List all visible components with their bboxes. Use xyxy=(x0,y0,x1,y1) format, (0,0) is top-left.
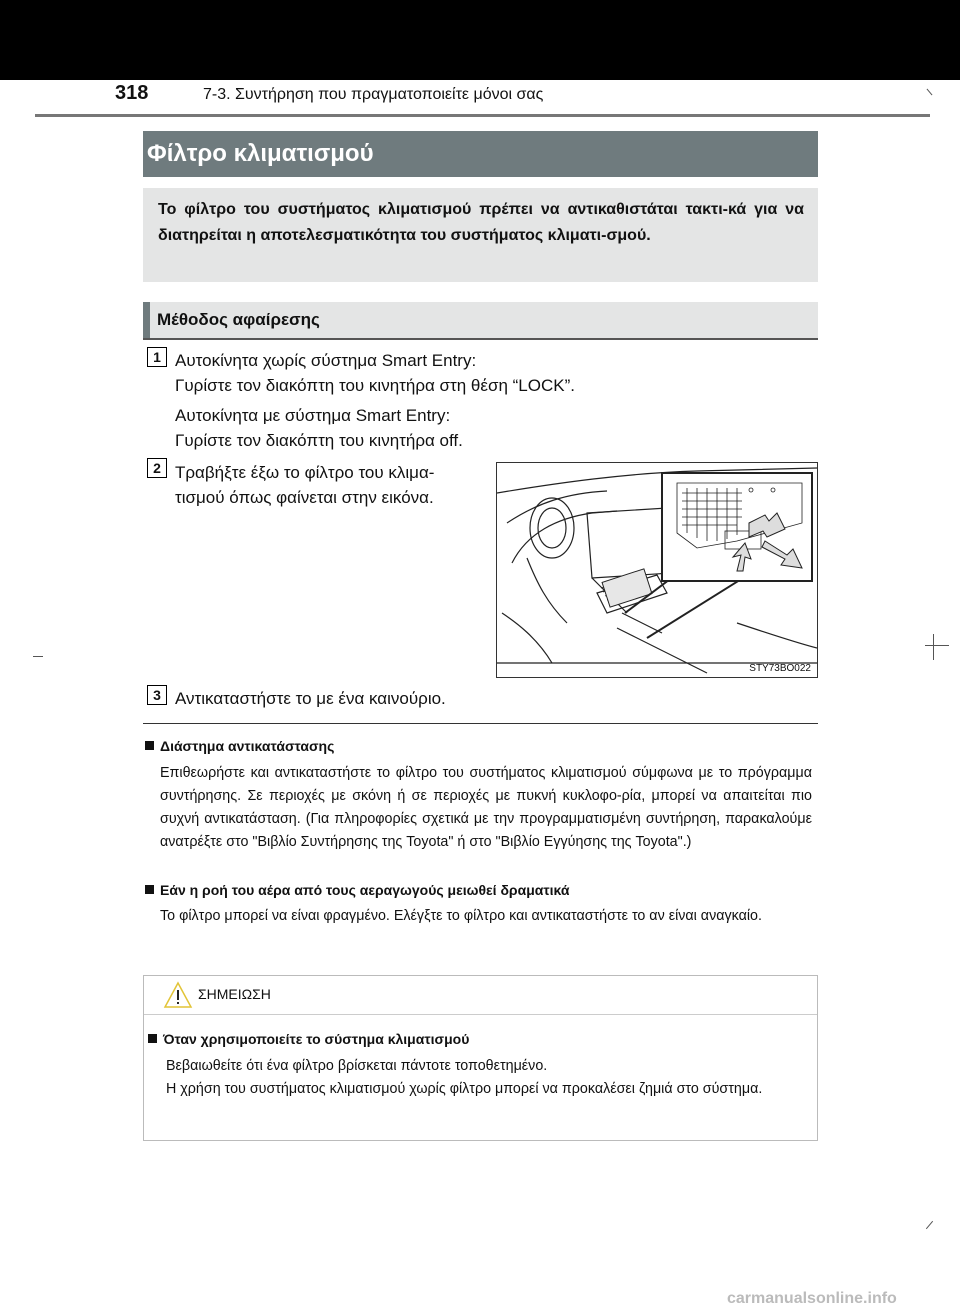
intro-text: Το φίλτρο του συστήματος κλιματισμού πρέπει να αντικαθιστάται τακτι-κά για να διατηρείται η αποτελεσματικότητα του συστήματος κλιματι-σμού. xyxy=(143,188,818,282)
notice-title: ΣΗΜΕΙΩΣΗ xyxy=(198,986,271,1002)
crop-mark xyxy=(925,645,949,646)
figure-caption: STY73BO022 xyxy=(749,663,811,674)
crop-mark xyxy=(926,1221,933,1229)
step-number: 1 xyxy=(147,347,167,367)
bullet-heading: Διάστημα αντικατάστασης xyxy=(145,738,334,754)
bullet-heading: Εάν η ροή του αέρα από τους αεραγωγούς μειωθεί δραματικά xyxy=(145,882,569,898)
bullet-paragraph: Επιθεωρήστε και αντικαταστήστε το φίλτρο του συστήματος κλιματισμού σύμφωνα με το πρόγραμμα συντήρησης. Σε περιοχές με σκόνη ή σε περιοχές με πυκνή κυκλοφο-ρία, μπορεί να απαιτείται πιο συχνή αντικατάσταση. (Για πληροφορίες σχετικά με την προγραμματισμένη συντήρηση, παρακαλούμε ανατρέξτε στο "Βιβλίο Συντήρησης της Toyota" ή στο "Βιβλίο Εγγύησης της Toyota".) xyxy=(160,765,812,850)
section-separator xyxy=(143,723,818,724)
filter-removal-illustration xyxy=(496,462,818,678)
section-breadcrumb: 7-3. Συντήρηση που πραγματοποιείτε μόνοι σας xyxy=(203,86,544,103)
crop-mark xyxy=(933,634,934,660)
step-1-line: Αυτοκίνητα με σύστημα Smart Entry: xyxy=(175,406,451,425)
step-number: 2 xyxy=(147,458,167,478)
crop-mark xyxy=(33,656,43,657)
page-title: Φίλτρο κλιματισμού xyxy=(143,131,818,177)
step-2-line: τισμού όπως φαίνεται στην εικόνα. xyxy=(175,488,434,507)
step-1-line: Γυρίστε τον διακόπτη του κινητήρα off. xyxy=(175,431,463,450)
square-bullet-icon xyxy=(145,885,154,894)
step-1-line: Γυρίστε τον διακόπτη του κινητήρα στη θέση “LOCK”. xyxy=(175,376,575,395)
square-bullet-icon xyxy=(148,1034,157,1043)
step-1-line: Αυτοκίνητα χωρίς σύστημα Smart Entry: xyxy=(175,351,477,370)
subsection-rule xyxy=(143,338,818,340)
top-black-band xyxy=(0,0,960,80)
notice-header xyxy=(144,976,817,1015)
square-bullet-icon xyxy=(145,741,154,750)
dashboard-drawing xyxy=(497,463,817,677)
bullet-paragraph: Το φίλτρο μπορεί να είναι φραγμένο. Ελέγξτε το φίλτρο και αντικαταστήστε το αν είναι αναγκαίο. xyxy=(160,908,762,924)
header-rule xyxy=(35,114,930,117)
step-number: 3 xyxy=(147,685,167,705)
watermark: carmanualsonline.info xyxy=(727,1290,897,1307)
step-2-line: Τραβήξτε έξω το φίλτρο του κλιμα- xyxy=(175,463,435,482)
subsection-heading: Μέθοδος αφαίρεσης xyxy=(143,302,818,338)
crop-mark xyxy=(927,89,933,96)
notice-text: Βεβαιωθείτε ότι ένα φίλτρο βρίσκεται πάντοτε τοποθετημένο. Η χρήση του συστήματος κλιματισμού χωρίς φίλτρο μπορεί να προκαλέσει ζημιά στο σύστημα. xyxy=(166,1058,763,1097)
page-number: 318 xyxy=(115,82,149,104)
notice-heading: Όταν χρησιμοποιείτε το σύστημα κλιματισμού xyxy=(148,1031,469,1047)
step-3-line: Αντικαταστήστε το με ένα καινούριο. xyxy=(175,689,446,708)
warning-triangle-icon xyxy=(163,981,193,1009)
notice-box xyxy=(143,975,818,1141)
